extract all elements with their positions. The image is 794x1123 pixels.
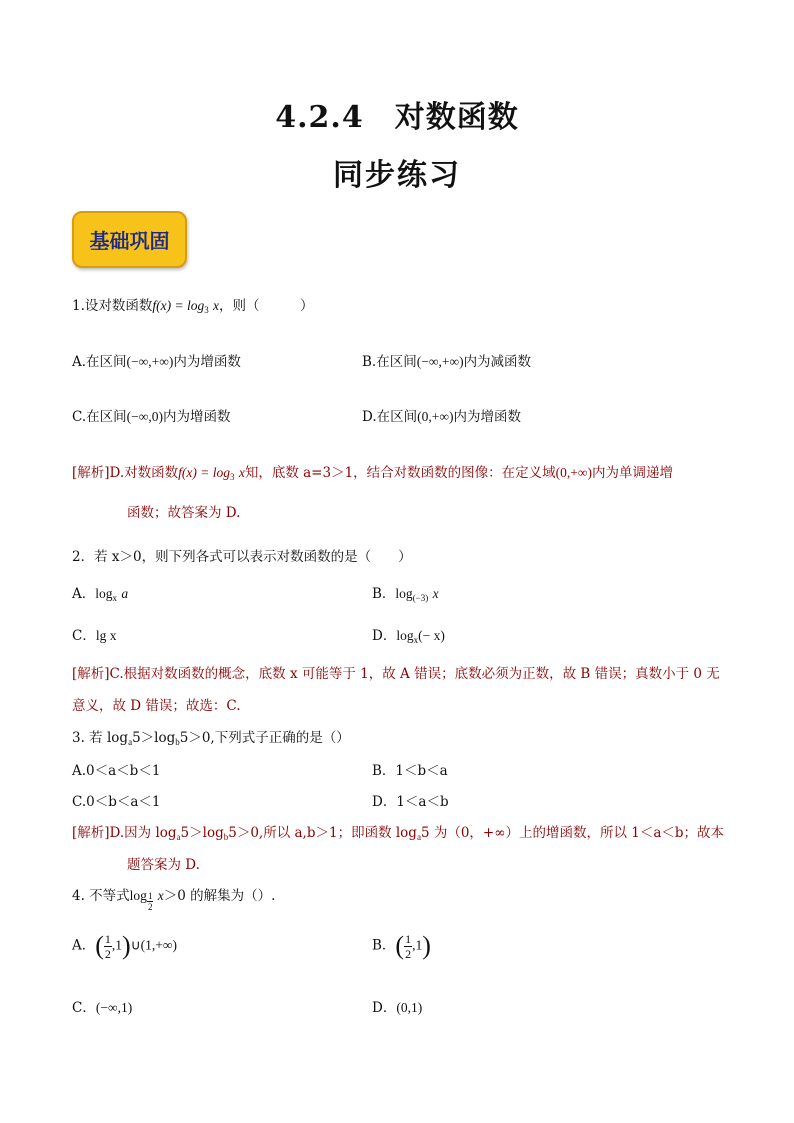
q1-option-d: D.在区间(0,+∞)内为增函数 — [362, 409, 521, 425]
page-title: 4.2.4 对数函数 — [275, 100, 519, 135]
q2-answer: [解析]C.根据对数函数的概念，底数 x 可能等于 1，故 A 错误；底数必须为正数，故 B 错误；真数小于 0 无 — [72, 666, 720, 682]
q4-stem: 4. 不等式log $\frac{1}{2}$ x＞0 的解集为（）. — [72, 888, 276, 912]
page-subtitle: 同步练习 — [333, 158, 461, 193]
section-badge: 基础巩固 — [72, 211, 187, 268]
q2-option-b: B．$\log_{(-3)} x$ — [372, 586, 439, 603]
q3-option-d: D．1＜a＜b — [372, 794, 449, 810]
q3-answer: [解析]D.因为 $\log_a5>\log_b5>0$,所以 a,b＞1；即函数 $\log_a5$ 为（0，+∞）上的增函数，所以 1＜a＜b；故本 — [72, 825, 725, 842]
q1-answer-cont: 函数；故答案为 D. — [127, 505, 241, 521]
q2-option-a: A．$\log_x a$ — [72, 586, 129, 603]
q2-answer-cont: 意义，故 D 错误；故选：C. — [72, 698, 241, 714]
q1-option-c: C.在区间(−∞,0)内为增函数 — [72, 409, 231, 425]
q3-option-c: C.0＜b＜a＜1 — [72, 794, 161, 810]
q1-option-a: A.在区间(−∞,+∞)内为增函数 — [72, 354, 241, 370]
q3-answer-cont: 题答案为 D. — [127, 857, 200, 873]
q1-stem: 1.设对数函数$f(x) = \log_3 x$，则（ ） — [72, 298, 314, 315]
q3-option-b: B．1＜b＜a — [372, 763, 448, 779]
q1-answer: [解析]D.对数函数$f(x) = \log_3 x$知，底数 a=3＞1，结合对数函数的图像：在定义域(0,+∞)内为单调递增 — [72, 465, 674, 482]
q2-option-c: C．lg x — [72, 628, 117, 644]
q4-option-c: C．(−∞,1) — [72, 1000, 133, 1016]
q2-stem: 2．若 x＞0，则下列各式可以表示对数函数的是（ ） — [72, 549, 412, 565]
q4-option-d: D．(0,1) — [372, 1000, 423, 1016]
q4-option-b: B．( $\frac{1}{2}$ ,1) — [372, 931, 431, 961]
q1-option-b: B.在区间(−∞,+∞)内为减函数 — [362, 354, 532, 370]
q4-option-a: A．( $\frac{1}{2}$ ,1)∪(1,+∞) — [72, 931, 177, 961]
q3-stem: 3. 若 $\log_a5>\log_b5>0$,下列式子正确的是（） — [72, 730, 350, 747]
q2-option-d: D．$\log_x(- x)$ — [372, 628, 445, 645]
q3-option-a: A.0＜a＜b＜1 — [72, 763, 161, 779]
